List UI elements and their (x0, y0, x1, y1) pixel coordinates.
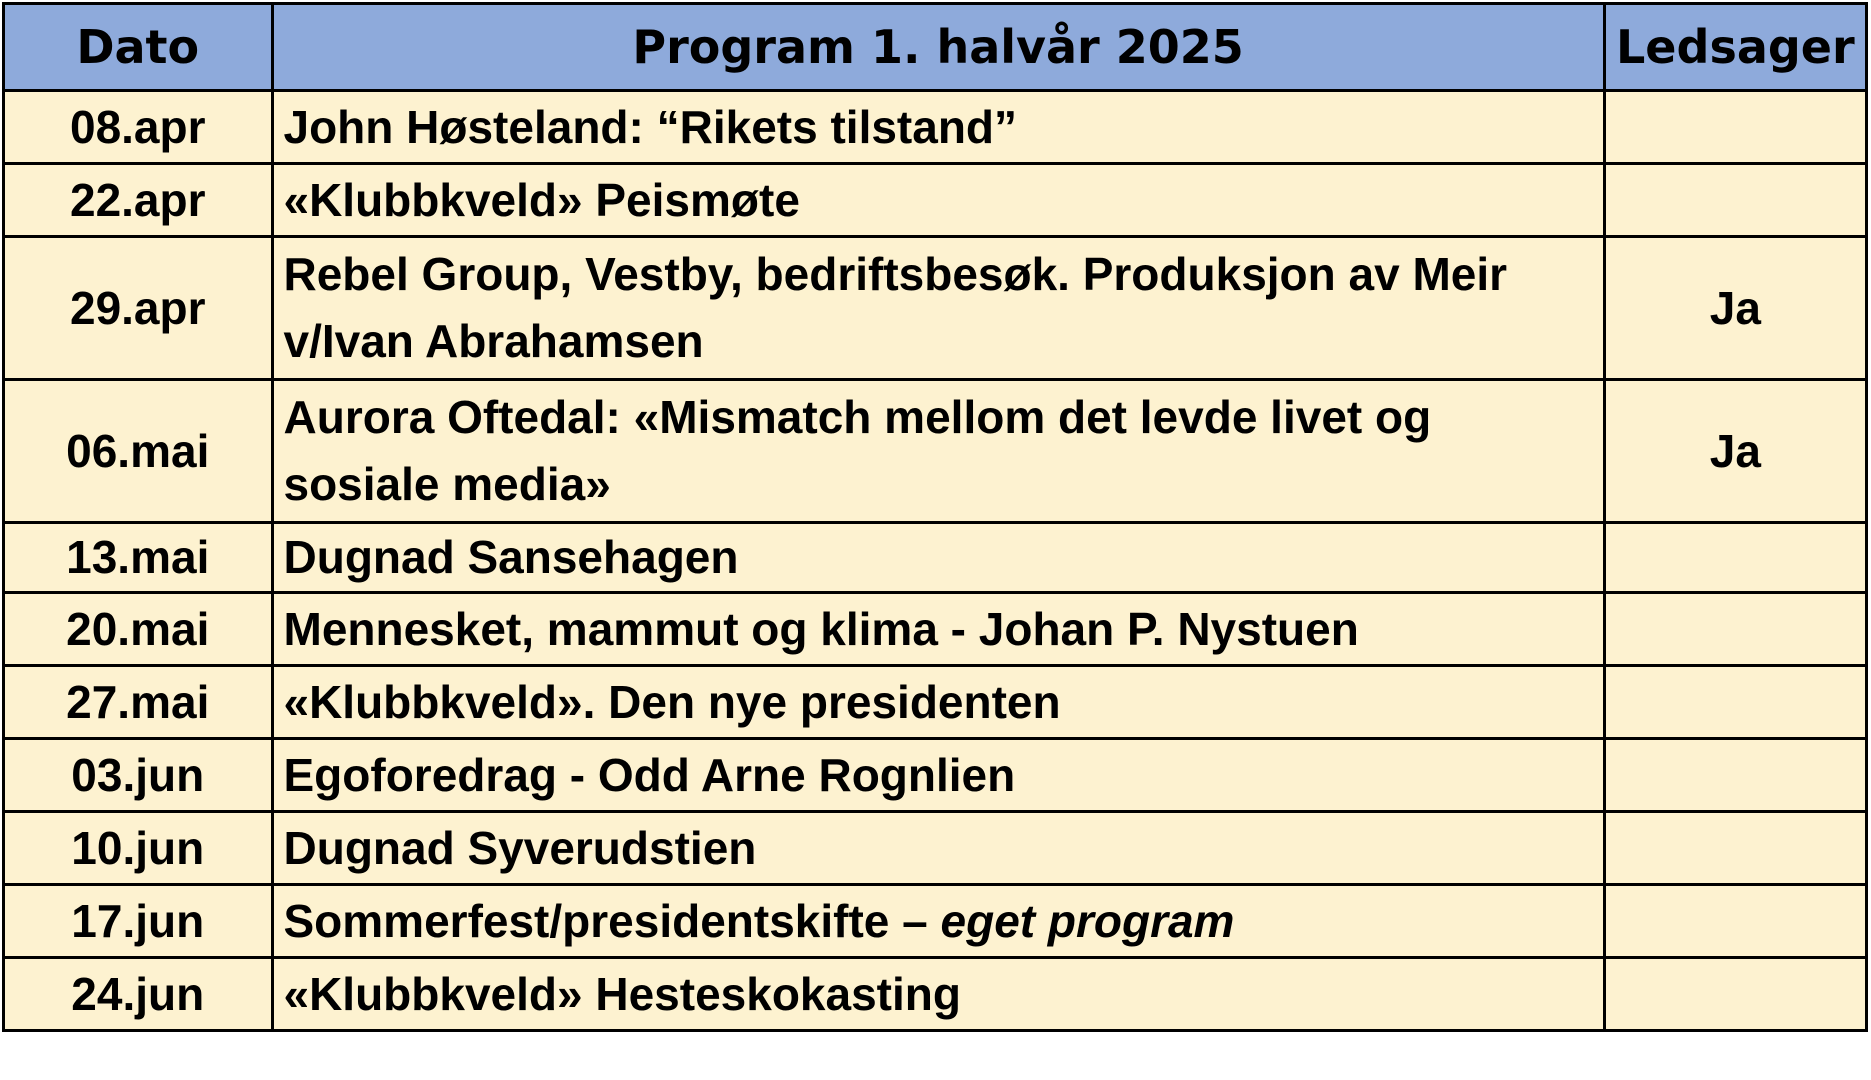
table-row (4, 958, 1867, 1031)
header-row (4, 4, 1867, 91)
row-program (272, 885, 1604, 958)
row-date: 17.jun (4, 885, 273, 958)
row-program-text: Rebel Group, Vestby, bedriftsbesøk. Produksjon av Meir v/Ivan Abrahamsen (283, 248, 1508, 367)
program-table (2, 2, 1868, 1032)
row-program (272, 237, 1604, 380)
row-program (272, 523, 1604, 593)
row-companion (1604, 739, 1866, 812)
row-date: 03.jun (4, 739, 273, 812)
row-program (272, 666, 1604, 739)
row-program (272, 958, 1604, 1031)
row-program-italic-text: eget program (940, 894, 1235, 947)
row-companion (1604, 91, 1866, 164)
row-companion (1604, 812, 1866, 885)
row-program (272, 380, 1604, 523)
row-program-text: Mennesket, mammut og klima - Johan P. Nystuen (283, 602, 1359, 655)
row-date: 20.mai (4, 593, 273, 666)
table-row (4, 164, 1867, 237)
row-program (272, 739, 1604, 812)
row-program-text: Egoforedrag - Odd Arne Rognlien (283, 748, 1016, 801)
row-program (272, 164, 1604, 237)
table-row (4, 523, 1867, 593)
row-program (272, 91, 1604, 164)
row-date: 13.mai (4, 523, 273, 593)
row-program-text: «Klubbkveld». Den nye presidenten (283, 675, 1061, 728)
header-date: Dato (4, 4, 273, 91)
row-program (272, 812, 1604, 885)
table-row (4, 885, 1867, 958)
table-row (4, 812, 1867, 885)
row-date: 24.jun (4, 958, 273, 1031)
row-companion (1604, 885, 1866, 958)
row-program-text: «Klubbkveld» Hesteskokasting (283, 967, 961, 1020)
table-row (4, 237, 1867, 380)
header-program: Program 1. halvår 2025 (272, 4, 1604, 91)
table-row (4, 380, 1867, 523)
row-date: 29.apr (4, 237, 273, 380)
row-companion (1604, 164, 1866, 237)
table-row (4, 739, 1867, 812)
row-date: 08.apr (4, 91, 273, 164)
table-row (4, 666, 1867, 739)
row-program (272, 593, 1604, 666)
row-program-text: «Klubbkveld» Peismøte (283, 173, 800, 226)
row-companion (1604, 958, 1866, 1031)
row-date: 22.apr (4, 164, 273, 237)
row-companion (1604, 593, 1866, 666)
row-program-text: Dugnad Sansehagen (283, 531, 739, 583)
row-companion (1604, 523, 1866, 593)
row-program-text: John Høsteland: “Rikets tilstand” (283, 100, 1018, 153)
row-companion (1604, 666, 1866, 739)
header-companion: Ledsager (1604, 4, 1866, 91)
row-date: 06.mai (4, 380, 273, 523)
table-row (4, 91, 1867, 164)
row-companion: Ja (1604, 237, 1866, 380)
table-header (4, 4, 1867, 91)
table-row (4, 593, 1867, 666)
row-date: 10.jun (4, 812, 273, 885)
row-date: 27.mai (4, 666, 273, 739)
row-companion: Ja (1604, 380, 1866, 523)
row-program-text: Aurora Oftedal: «Mismatch mellom det levde livet og sosiale media» (283, 391, 1432, 510)
table-body (4, 91, 1867, 1031)
row-program-text: Dugnad Syverudstien (283, 821, 757, 874)
row-program-text: Sommerfest/presidentskifte – (283, 894, 941, 947)
